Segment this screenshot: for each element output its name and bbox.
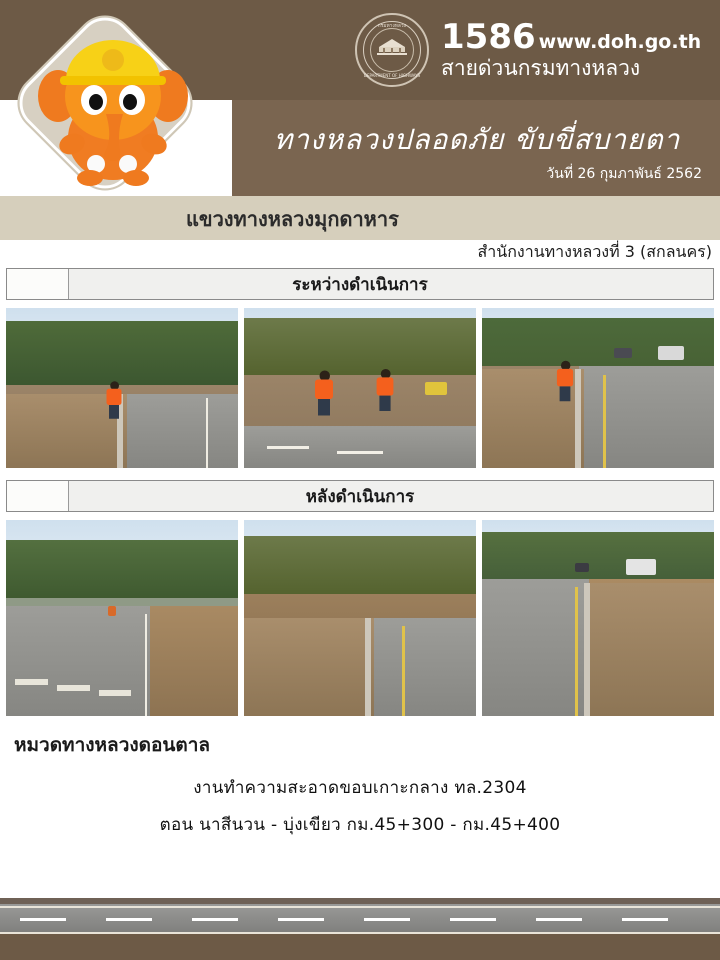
photo-during-2 (244, 308, 476, 468)
photo-after-2 (244, 520, 476, 716)
photo-during-1 (6, 308, 238, 468)
page-header (0, 0, 720, 268)
section-title-bar (6, 268, 714, 300)
seal-top-text: กรมทางหลวง (377, 24, 407, 29)
photo-after-3 (482, 520, 714, 716)
doh-mascot-elephant-icon (28, 18, 198, 193)
hotline-url[interactable]: www.doh.go.th (538, 30, 702, 53)
footer-road-graphic (0, 898, 720, 960)
header-date: วันที่ 26 กุมภาพันธ์ 2562 (546, 166, 702, 182)
section-during-header (0, 268, 720, 300)
bureau-name: สำนักงานทางหลวงที่ 3 (สกลนคร) (477, 242, 712, 261)
work-line-2: ตอน นาสีนวน - บุ่งเขียว กม.45+300 - กม.45+400 (159, 815, 561, 835)
office-name: แขวงทางหลวงมุกดาหาร (186, 207, 399, 231)
photo-after-1 (6, 520, 238, 716)
photo-during-3 (482, 308, 714, 468)
photo-row-during (0, 300, 720, 468)
header-slogan: ทางหลวงปลอดภัย ขับขี่สบายตา (273, 123, 681, 156)
section-bar-left-block-2 (7, 481, 69, 511)
hotline-number: 1586 (441, 16, 536, 57)
doh-seal-icon (355, 13, 429, 87)
hotline-block (355, 6, 715, 94)
section-title-2: หลังดำเนินการ (305, 486, 415, 507)
seal-bottom-text: DEPARTMENT OF HIGHWAYS (363, 73, 421, 78)
photo-row-after (0, 512, 720, 716)
section-after-header (0, 480, 720, 512)
section-title: ระหว่างดำเนินการ (292, 274, 428, 295)
hotline-label: สายด่วนกรมทางหลวง (441, 55, 641, 80)
mascot-badge (10, 8, 220, 198)
section-title-bar-2 (6, 480, 714, 512)
seal-emblem-icon (375, 37, 409, 63)
section-bar-left-block (7, 269, 69, 299)
unit-name: หมวดทางหลวงดอนตาล (14, 734, 211, 756)
work-line-1: งานทำความสะอาดขอบเกาะกลาง ทล.2304 (193, 778, 527, 798)
